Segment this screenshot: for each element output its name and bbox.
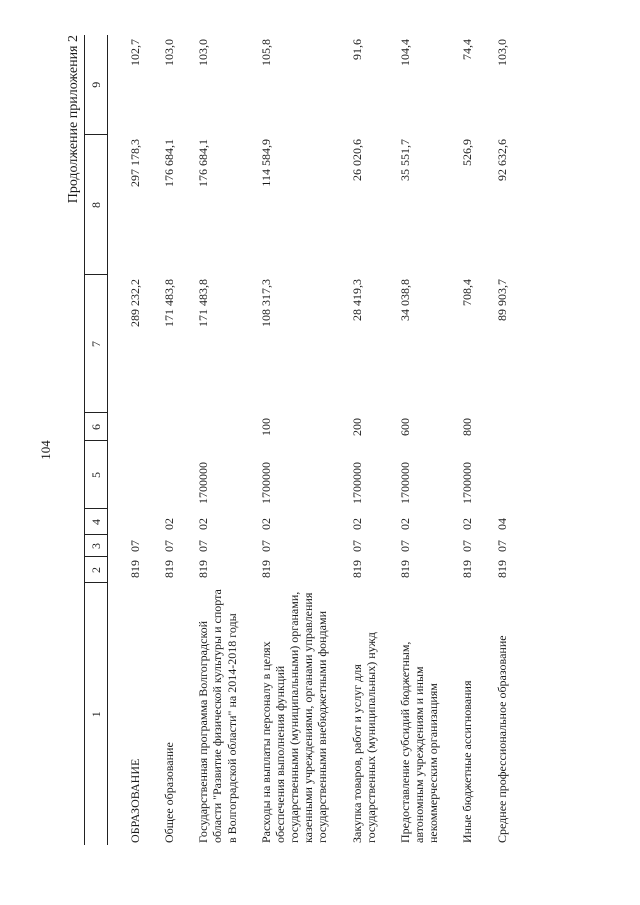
col-header-3: 3 bbox=[85, 535, 108, 557]
cell-c8: 176 684,1 bbox=[196, 139, 211, 187]
table-row bbox=[458, 35, 474, 845]
cell-c2: 819 bbox=[460, 560, 475, 578]
continuation-label: Продолжение приложения 2 bbox=[66, 35, 81, 204]
cell-c8: 92 632,6 bbox=[494, 139, 509, 181]
cell-c6 bbox=[160, 413, 176, 441]
cell-c3: 07 bbox=[494, 540, 509, 552]
cell-c2: 819 bbox=[196, 560, 211, 578]
table-row bbox=[493, 35, 509, 845]
cell-c5 bbox=[126, 441, 142, 509]
cell-c4: 02 bbox=[460, 518, 475, 530]
row-name: Иные бюджетные ассигнования bbox=[460, 680, 475, 843]
cell-c6 bbox=[126, 413, 142, 441]
cell-c4: 02 bbox=[397, 518, 412, 530]
budget-table bbox=[84, 35, 509, 845]
cell-c6 bbox=[493, 413, 509, 441]
cell-c9: 102,7 bbox=[128, 39, 142, 66]
cell-c3: 07 bbox=[128, 540, 142, 552]
cell-c9: 103,0 bbox=[494, 39, 509, 66]
cell-c3: 07 bbox=[349, 540, 364, 552]
cell-c8: 297 178,3 bbox=[128, 139, 142, 187]
cell-c5: 1700000 bbox=[349, 462, 364, 504]
cell-c2: 819 bbox=[162, 560, 177, 578]
row-name: Предоставление субсидий бюджетным, автономным учреждениям и иным некоммерческим организациям bbox=[397, 641, 441, 843]
col-header-6: 6 bbox=[85, 413, 108, 441]
cell-c5: 1700000 bbox=[460, 462, 475, 504]
cell-c8: 526,9 bbox=[460, 139, 475, 166]
row-name: Среднее профессиональное образование bbox=[494, 635, 509, 843]
cell-c5: 1700000 bbox=[196, 462, 211, 504]
cell-c3: 07 bbox=[196, 540, 211, 552]
cell-c4: 02 bbox=[196, 518, 211, 530]
col-header-5: 5 bbox=[85, 441, 108, 509]
cell-c3: 07 bbox=[162, 540, 177, 552]
table-row bbox=[194, 35, 238, 845]
cell-c2: 819 bbox=[258, 560, 273, 578]
cell-c7: 28 419,3 bbox=[349, 279, 364, 321]
cell-c5 bbox=[493, 441, 509, 509]
col-header-4: 4 bbox=[85, 509, 108, 535]
col-header-2: 2 bbox=[85, 557, 108, 583]
cell-c8: 114 584,9 bbox=[258, 139, 273, 187]
row-name: Расходы на выплаты персоналу в целях обеспечения выполнения функций государственными (муниципальными) органами, казенными учреждениями, органами управления государственными внебюджетными фондами bbox=[258, 591, 330, 843]
row-name: Общее образование bbox=[162, 742, 177, 843]
cell-c7: 708,4 bbox=[460, 279, 475, 306]
cell-c6: 800 bbox=[460, 418, 475, 436]
cell-c7: 171 483,8 bbox=[162, 279, 177, 327]
page-number: 104 bbox=[38, 440, 53, 460]
cell-c4: 02 bbox=[162, 518, 177, 530]
cell-c9: 103,0 bbox=[196, 39, 211, 66]
cell-c7: 108 317,3 bbox=[258, 279, 273, 327]
table-row bbox=[348, 35, 378, 845]
table-row bbox=[126, 35, 142, 845]
cell-c9: 91,6 bbox=[349, 39, 364, 60]
table-row bbox=[396, 35, 440, 845]
col-header-1: 1 bbox=[85, 583, 108, 845]
row-name: ОБРАЗОВАНИЕ bbox=[128, 758, 142, 843]
cell-c8: 35 551,7 bbox=[397, 139, 412, 181]
cell-c3: 07 bbox=[258, 540, 273, 552]
cell-c4: 02 bbox=[258, 518, 273, 530]
cell-c4: 04 bbox=[494, 518, 509, 530]
cell-c5: 1700000 bbox=[258, 462, 273, 504]
row-name: Закупка товаров, работ и услуг для государственных (муниципальных) нужд bbox=[349, 632, 378, 843]
col-header-8: 8 bbox=[85, 135, 108, 275]
cell-c7: 89 903,7 bbox=[494, 279, 509, 321]
cell-c6 bbox=[194, 413, 238, 441]
cell-c7: 34 038,8 bbox=[397, 279, 412, 321]
cell-c9: 103,0 bbox=[162, 39, 177, 66]
cell-c9: 104,4 bbox=[397, 39, 412, 66]
cell-c2: 819 bbox=[397, 560, 412, 578]
col-header-7: 7 bbox=[85, 275, 108, 413]
cell-c3: 07 bbox=[460, 540, 475, 552]
cell-c5: 1700000 bbox=[397, 462, 412, 504]
cell-c7: 289 232,2 bbox=[128, 279, 142, 327]
cell-c2: 819 bbox=[128, 560, 142, 578]
cell-c6: 200 bbox=[349, 418, 364, 436]
cell-c9: 105,8 bbox=[258, 39, 273, 66]
cell-c3: 07 bbox=[397, 540, 412, 552]
cell-c6: 600 bbox=[397, 418, 412, 436]
cell-c5 bbox=[160, 441, 176, 509]
cell-c6: 100 bbox=[258, 418, 273, 436]
table-row bbox=[257, 35, 330, 845]
column-header-row bbox=[85, 35, 108, 845]
cell-c7: 171 483,8 bbox=[196, 279, 211, 327]
cell-c8: 26 020,6 bbox=[349, 139, 364, 181]
col-header-9: 9 bbox=[85, 35, 108, 135]
table-row bbox=[160, 35, 176, 845]
cell-c2: 819 bbox=[494, 560, 509, 578]
cell-c2: 819 bbox=[349, 560, 364, 578]
cell-c4 bbox=[126, 509, 142, 535]
cell-c8: 176 684,1 bbox=[162, 139, 177, 187]
row-name: Государственная программа Волгоградской области "Развитие физической культуры и спорта в Волгоградской области" на 2014-2018 годы bbox=[196, 589, 239, 843]
cell-c4: 02 bbox=[349, 518, 364, 530]
cell-c9: 74,4 bbox=[460, 39, 475, 60]
